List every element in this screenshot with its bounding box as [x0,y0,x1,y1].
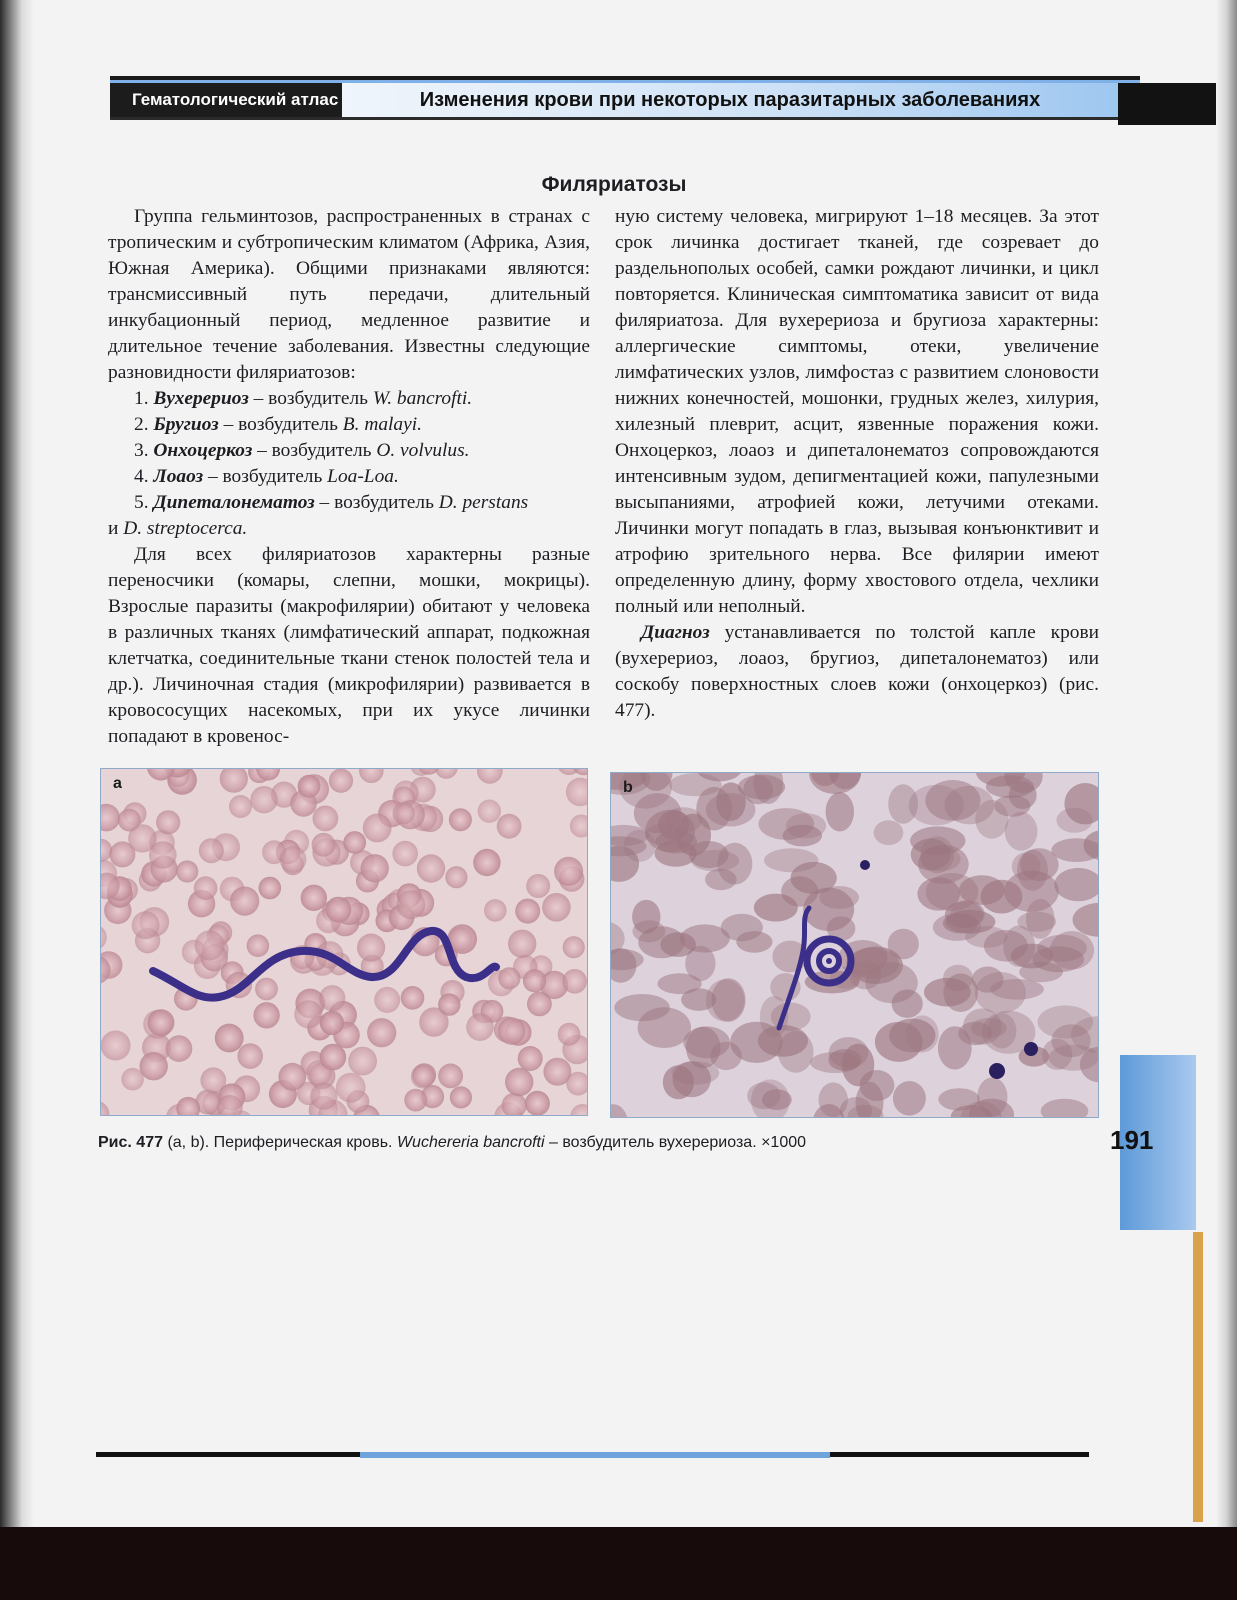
red-blood-cell [401,986,425,1010]
red-blood-cell [363,814,392,843]
species-name: Wuchereria bancrofti [396,1134,545,1151]
header-underline [110,117,1118,120]
red-blood-cell-clump [1038,1005,1094,1038]
red-blood-cell [280,846,307,873]
scan-right-edge [1216,0,1237,1530]
red-blood-cell-clump [975,800,1008,839]
red-blood-cell-clump [634,793,681,833]
red-blood-cell [367,1018,396,1047]
red-blood-cell [195,930,225,960]
pathogen-name: Loa-Loa. [327,466,399,487]
red-blood-cell [515,899,540,924]
red-blood-cell [313,806,339,832]
red-blood-cell-clump [614,994,670,1021]
list-number: 2. [134,414,149,435]
paragraph-diagnosis [615,620,1099,724]
list-number: 1. [134,388,149,409]
red-blood-cell-clump [706,793,756,826]
red-blood-cell [357,934,385,962]
list-separator: – возбудитель [314,492,439,513]
red-blood-cell [484,899,507,922]
red-blood-cell-clump [738,775,785,800]
red-blood-cell [361,854,389,882]
pathogen-name: O. volvulus. [376,440,470,461]
red-blood-cell [563,969,588,994]
list-item-continuation [108,516,590,542]
list-number: 5. [134,492,149,513]
list-item [108,438,590,464]
red-blood-cell [312,833,336,857]
leukocyte-nucleus [1024,1042,1038,1056]
red-blood-cell-clump [925,780,980,821]
red-blood-cell [505,1068,533,1096]
red-blood-cell [101,1031,131,1061]
red-blood-cell [466,1013,494,1041]
diagnosis-lead: Диагноз [641,622,710,643]
list-item [108,464,590,490]
header-corner-block [1118,83,1216,125]
red-blood-cell-clump [826,792,854,831]
list-item [108,412,590,438]
red-blood-cell-clump [705,869,737,890]
red-blood-cell-clump [945,901,984,928]
figure-number: Рис. 477 [98,1134,163,1151]
red-blood-cell-clump [984,930,1028,962]
red-blood-cell [149,841,177,869]
red-blood-cell [148,1009,175,1036]
red-blood-cell-clump [730,1022,782,1063]
caption-text: (a, b). Периферическая кровь. [163,1134,397,1151]
red-blood-cell [253,1002,279,1028]
red-blood-cell-clump [924,978,971,1007]
red-blood-cell [132,911,160,939]
red-blood-cell-clump [963,1008,1002,1044]
red-blood-cell [497,814,522,839]
micrograph-b [610,772,1099,1118]
red-blood-cell [438,1064,463,1089]
red-blood-cell [525,1091,550,1115]
diagnosis-text: устанавливается по толстой капле крови (вухерериоз, лоаоз, бругиоз, дипеталонематоз) или соскобу поверхностных слоев кожи (онхоцеркоз) (рис. 477). [615,622,1099,721]
red-blood-cell-clump [764,848,818,872]
list-item [108,386,590,412]
red-blood-cell [396,890,425,919]
micrograph-a-image [101,769,587,1115]
red-blood-cell [336,1073,366,1103]
red-blood-cell-clump [1004,871,1059,912]
micrograph-a [100,768,588,1116]
red-blood-cell [527,992,552,1017]
red-blood-cell [498,967,520,989]
red-blood-cell [166,1035,193,1062]
red-blood-cell-clump [786,813,826,838]
red-blood-cell-clump [781,876,818,906]
red-blood-cell [404,1089,427,1112]
text-column-right [615,204,1099,724]
red-blood-cell [310,1083,337,1110]
red-blood-cell [194,876,218,900]
pathogen-name: D. perstans [438,492,529,513]
red-blood-cell [329,769,353,793]
red-blood-cell-clump [1019,962,1063,982]
red-blood-cell [473,849,500,876]
red-blood-cell [348,1047,377,1076]
red-blood-cell-clump [874,820,904,845]
red-blood-cell-clump [691,850,739,872]
red-blood-cell [259,877,282,900]
red-blood-cell-clump [632,920,665,942]
chapter-thumb-tab-secondary [1193,1232,1203,1522]
figure-caption [98,1134,806,1152]
red-blood-cell [478,800,501,823]
red-blood-cell [140,1052,168,1080]
red-blood-cell [411,1065,435,1089]
red-blood-cell [229,795,252,818]
red-blood-cell [250,786,277,813]
platelet [860,860,870,870]
red-blood-cell-clump [1017,912,1056,932]
red-blood-cell [558,1023,581,1046]
conjunction: и [108,518,124,539]
red-blood-cell [498,1017,525,1044]
disease-name: Онхоцеркоз [153,440,253,461]
red-blood-cell [215,1024,244,1053]
red-blood-cell [326,897,352,923]
list-separator: – возбудитель [248,388,373,409]
red-blood-cell-clump [819,886,859,909]
red-blood-cell [518,1046,543,1071]
red-blood-cell-clump [706,979,745,1021]
red-blood-cell-clump [680,924,730,952]
red-blood-cell-clump [975,972,1026,1014]
red-blood-cell [247,934,270,957]
red-blood-cell [449,808,472,831]
list-separator: – возбудитель [218,414,343,435]
scan-left-edge [0,0,34,1600]
pathogen-name: W. bancrofti. [372,388,473,409]
red-blood-cell-clump [672,1061,720,1085]
red-blood-cell-clump [657,973,701,994]
red-blood-cell-clump [1009,781,1037,809]
running-head-book: Гематологический атлас [110,83,342,117]
red-blood-cell-clump [888,929,919,960]
caption-text-rest: – возбудитель вухерериоза. ×1000 [544,1134,807,1151]
disease-name: Дипеталонематоз [153,492,315,513]
red-blood-cell [374,987,400,1013]
red-blood-cell [298,775,321,798]
red-blood-cell [230,887,259,916]
red-blood-cell [523,969,546,992]
red-blood-cell [255,978,278,1001]
red-blood-cell [237,1043,263,1069]
red-blood-cell [417,854,445,882]
red-blood-cell [156,810,180,834]
pathogen-name: B. malayi. [342,414,422,435]
list-number: 3. [134,440,149,461]
running-head-chapter: Изменения крови при некоторых паразитарных заболеваниях [342,83,1118,117]
disease-name: Вухерериоз [153,388,249,409]
red-blood-cell [419,1007,448,1036]
leukocyte-nucleus [989,1063,1005,1079]
panel-label-b: b [623,779,633,796]
red-blood-cell [392,841,418,867]
red-blood-cell-clump [1037,935,1086,962]
paragraph-intro: Группа гельминтозов, распространенных в странах с тропическим и субтропическим климатом (Африка, Азия, Южная Америка). Общими признаками являются: трансмиссивный путь передачи, длительный инкубационный период, медленное развитие и длительное течение заболевания. Известны следующие разновидности филяриатозов: [108,206,590,383]
list-separator: – возбудитель [203,466,328,487]
pathogen-name: D. streptocerca. [123,518,248,539]
red-blood-cell-clump [920,836,954,873]
red-blood-cell [526,874,550,898]
list-separator: – возбудитель [252,440,377,461]
red-blood-cell [294,1000,322,1028]
red-blood-cell [343,831,366,854]
red-blood-cell [176,860,198,882]
red-blood-cell-clump [655,830,697,853]
red-blood-cell [554,857,583,886]
list-item [108,490,590,516]
disease-name: Бругиоз [153,414,219,435]
red-blood-cell-clump [889,1019,935,1053]
paragraph-clinical: ную систему человека, мигрируют 1–18 месяцев. За этот срок личинка достигает тканей, где созревает до раздельнополых особей, самки рождают личинки, и цикл повторяется. Клиническая симптоматика зависит от вида филяриатоза. Для вухерериоза и бругиоза характерны: аллергические симптомы, отеки, увеличение лимфатических узлов, лимфостаз с развитием слоновости нижних конечностей, мошонки, грудных желез, хилурия, хилезный плеврит, асцит, язвенные поражения кожи. Онхоцеркоз, лоаоз и дипеталонематоз сопровождаются интенсивным зудом, депигментацией кожи, папулезными высыпаниями, атрофией кожи, летучими отеками. Личинки могут попадать в глаз, вызывая конъюнктивит и атрофию зрительного нерва. Все филярии имеют определенную длину, форму хвостового отдела, чехлики полный или неполный. [615,206,1099,617]
red-blood-cell [199,838,224,863]
red-blood-cell [450,1086,472,1108]
red-blood-cell [301,885,327,911]
red-blood-cell-clump [762,1089,792,1110]
red-blood-cell-clump [810,1052,860,1073]
panel-label-a: a [113,775,122,792]
red-blood-cell [563,936,585,958]
disease-name: Лоаоз [153,466,204,487]
list-number: 4. [134,466,149,487]
scan-bottom-edge [0,1527,1237,1600]
section-title: Филяриатозы [541,173,687,196]
red-blood-cell [542,893,571,922]
red-blood-cell [320,1011,344,1035]
red-blood-cell [393,802,415,824]
red-blood-cell [445,866,467,888]
red-blood-cell-clump [893,1081,926,1116]
micrograph-b-image [611,773,1098,1117]
footer-rule-accent [360,1452,830,1458]
page-number: 191 [1110,1125,1154,1155]
red-blood-cell [320,1044,347,1071]
text-column-left [108,204,590,750]
red-blood-cell [319,985,345,1011]
paragraph-vectors: Для всех филяриатозов характерны разные переносчики (комары, слепни, мошки, мокрицы). Взрослые паразиты (макрофилярии) обитают у человека в различных тканях (лимфатический аппарат, подкожная клетчатка, соединительные ткани стенок полостей тела и др.). Личиночная стадия (микрофилярии) развивается в кровососущих насекомых, при их укусе личинки попадают в кровенос- [108,544,590,747]
red-blood-cell-clump [1005,812,1038,851]
red-blood-cell [508,930,536,958]
red-blood-cell-clump [959,875,1005,905]
